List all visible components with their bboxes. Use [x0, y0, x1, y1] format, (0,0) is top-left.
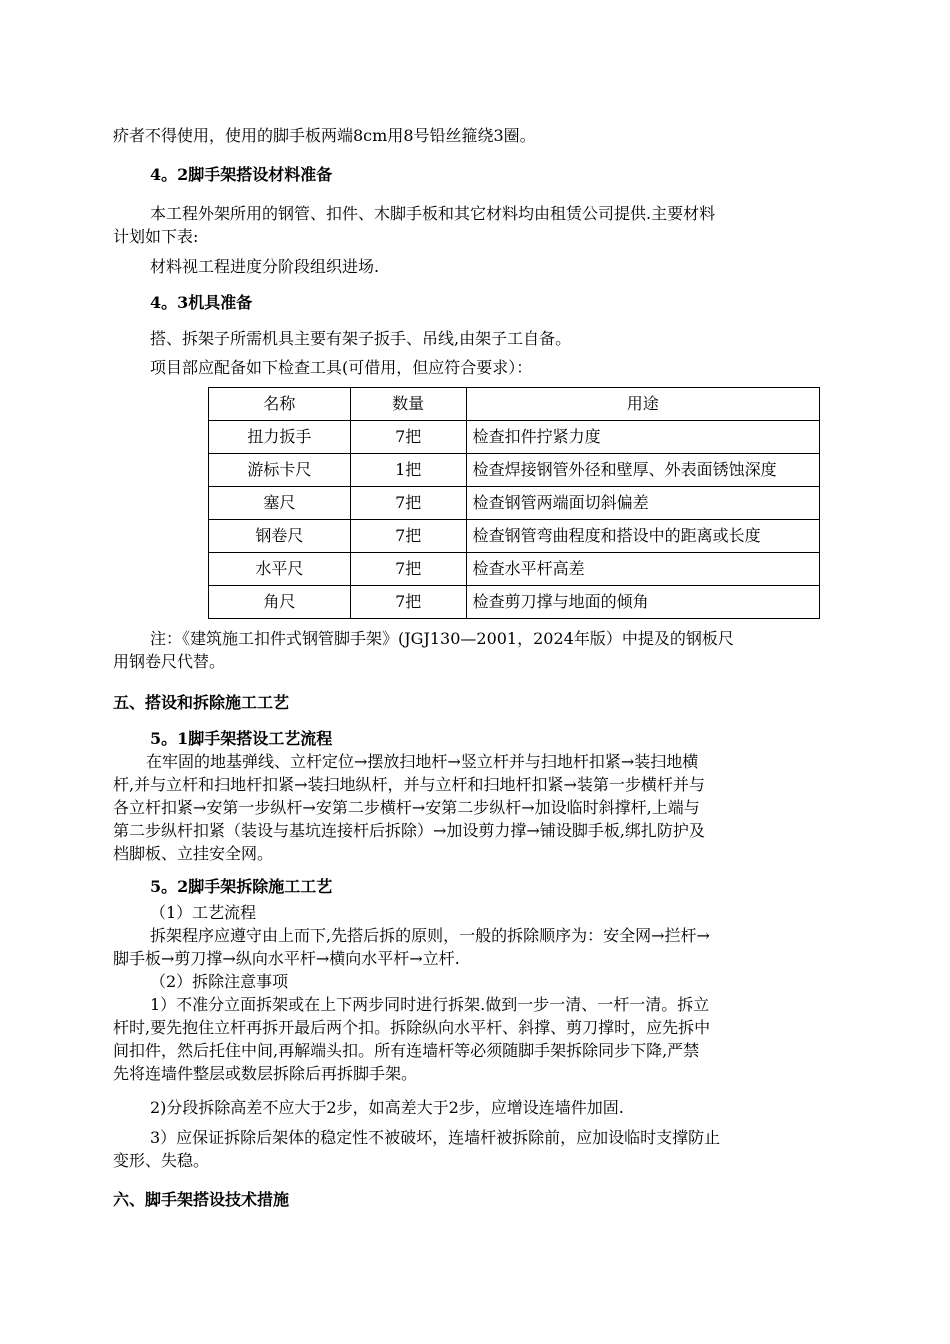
note-line-1: 注：《建筑施工扣件式钢管脚手架》(JGJ130—2001，2024年版）中提及的钢板尺 — [150, 629, 734, 648]
heading-5-1: 5。1脚手架搭设工艺流程 — [150, 729, 333, 748]
note-item-2: 2)分段拆除高差不应大于2步，如高差大于2步，应增设连墙件加固. — [150, 1098, 624, 1117]
inspection-tools-table — [208, 387, 820, 619]
table-row — [209, 487, 820, 520]
cell-name: 游标卡尺 — [209, 454, 351, 487]
note-item-1-line-4: 先将连墙件整层或数层拆除后再拆脚手架。 — [113, 1064, 418, 1083]
paragraph-4-3-tools: 搭、拆架子所需机具主要有架子扳手、吊线,由架子工自备。 — [150, 329, 572, 348]
paragraph-4-2-materials: 材料视工程进度分阶段组织进场. — [150, 257, 380, 276]
cell-name: 角尺 — [209, 586, 351, 619]
header-purpose: 用途 — [466, 388, 819, 421]
table-row — [209, 421, 820, 454]
cell-name: 扭力扳手 — [209, 421, 351, 454]
paragraph-4-2-line-1: 本工程外架所用的钢管、扣件、木脚手板和其它材料均由租赁公司提供.主要材料 — [150, 204, 716, 223]
cell-quantity: 7把 — [350, 586, 466, 619]
cell-name: 钢卷尺 — [209, 520, 351, 553]
cell-purpose: 检查钢管两端面切斜偏差 — [466, 487, 819, 520]
cell-purpose: 检查水平杆高差 — [466, 553, 819, 586]
header-name: 名称 — [209, 388, 351, 421]
paragraph-4-2-line-2: 计划如下表: — [113, 227, 199, 246]
cell-quantity: 7把 — [350, 520, 466, 553]
heading-5-2: 5。2脚手架拆除施工工艺 — [150, 877, 333, 896]
cell-quantity: 1把 — [350, 454, 466, 487]
table-row — [209, 454, 820, 487]
paragraph-continuation: 疥者不得使用，使用的脚手板两端8cm用8号铅丝箍绕3圈。 — [113, 126, 536, 145]
paragraph-5-1-line-4: 第二步纵杆扣紧（装设与基坑连接杆后拆除）→加设剪力撑→铺设脚手板,绑扎防护及 — [113, 821, 705, 840]
note-item-1-line-3: 间扣件，然后托住中间,再解端头扣。所有连墙杆等必须随脚手架拆除同步下降,严禁 — [113, 1041, 700, 1060]
note-item-1-line-1: 1）不准分立面拆架或在上下两步同时进行拆架.做到一步一清、一杆一清。拆立 — [150, 995, 710, 1014]
table-row — [209, 553, 820, 586]
paragraph-4-3-check-tools: 项目部应配备如下检查工具(可借用，但应符合要求）： — [150, 358, 533, 377]
table-header-row — [209, 388, 820, 421]
cell-quantity: 7把 — [350, 487, 466, 520]
table-row — [209, 586, 820, 619]
cell-purpose: 检查钢管弯曲程度和搭设中的距离或长度 — [466, 520, 819, 553]
heading-section-6: 六、脚手架搭设技术措施 — [113, 1190, 290, 1209]
paragraph-5-1-line-1: 在牢固的地基弹线、立杆定位→摆放扫地杆→竖立杆并与扫地杆扣紧→装扫地横 — [146, 752, 699, 771]
cell-quantity: 7把 — [350, 421, 466, 454]
heading-4-2: 4。2脚手架搭设材料准备 — [150, 165, 333, 184]
cell-name: 水平尺 — [209, 553, 351, 586]
table-row — [209, 520, 820, 553]
cell-purpose: 检查剪刀撑与地面的倾角 — [466, 586, 819, 619]
paragraph-removal-order-line-1: 拆架程序应遵守由上而下,先搭后拆的原则，一般的拆除顺序为：安全网→拦杆→ — [150, 926, 710, 945]
cell-name: 塞尺 — [209, 487, 351, 520]
paragraph-5-1-line-2: 杆,并与立杆和扫地杆扣紧→装扫地纵杆，并与立杆和扫地杆扣紧→装第一步横杆并与 — [113, 775, 705, 794]
cell-purpose: 检查焊接钢管外径和壁厚、外表面锈蚀深度 — [466, 454, 819, 487]
note-item-1-line-2: 杆时,要先抱住立杆再拆开最后两个扣。拆除纵向水平杆、斜撑、剪刀撑时，应先拆中 — [113, 1018, 711, 1037]
subheading-process-flow: （1）工艺流程 — [150, 903, 257, 922]
note-item-3-line-1: 3）应保证拆除后架体的稳定性不被破坏，连墙杆被拆除前，应加设临时支撑防止 — [150, 1128, 721, 1147]
paragraph-5-1-line-3: 各立杆扣紧→安第一步纵杆→安第二步横杆→安第二步纵杆→加设临时斜撑杆,上端与 — [113, 798, 700, 817]
note-item-3-line-2: 变形、失稳。 — [113, 1151, 210, 1170]
cell-quantity: 7把 — [350, 553, 466, 586]
cell-purpose: 检查扣件拧紧力度 — [466, 421, 819, 454]
subheading-removal-notes: （2）拆除注意事项 — [150, 972, 289, 991]
paragraph-removal-order-line-2: 脚手板→剪刀撑→纵向水平杆→横向水平杆→立杆. — [113, 949, 460, 968]
heading-section-5: 五、搭设和拆除施工工艺 — [113, 693, 290, 712]
heading-4-3: 4。3机具准备 — [150, 293, 253, 312]
header-quantity: 数量 — [350, 388, 466, 421]
note-line-2: 用钢卷尺代替。 — [113, 652, 226, 671]
paragraph-5-1-line-5: 档脚板、立挂安全网。 — [113, 844, 274, 863]
